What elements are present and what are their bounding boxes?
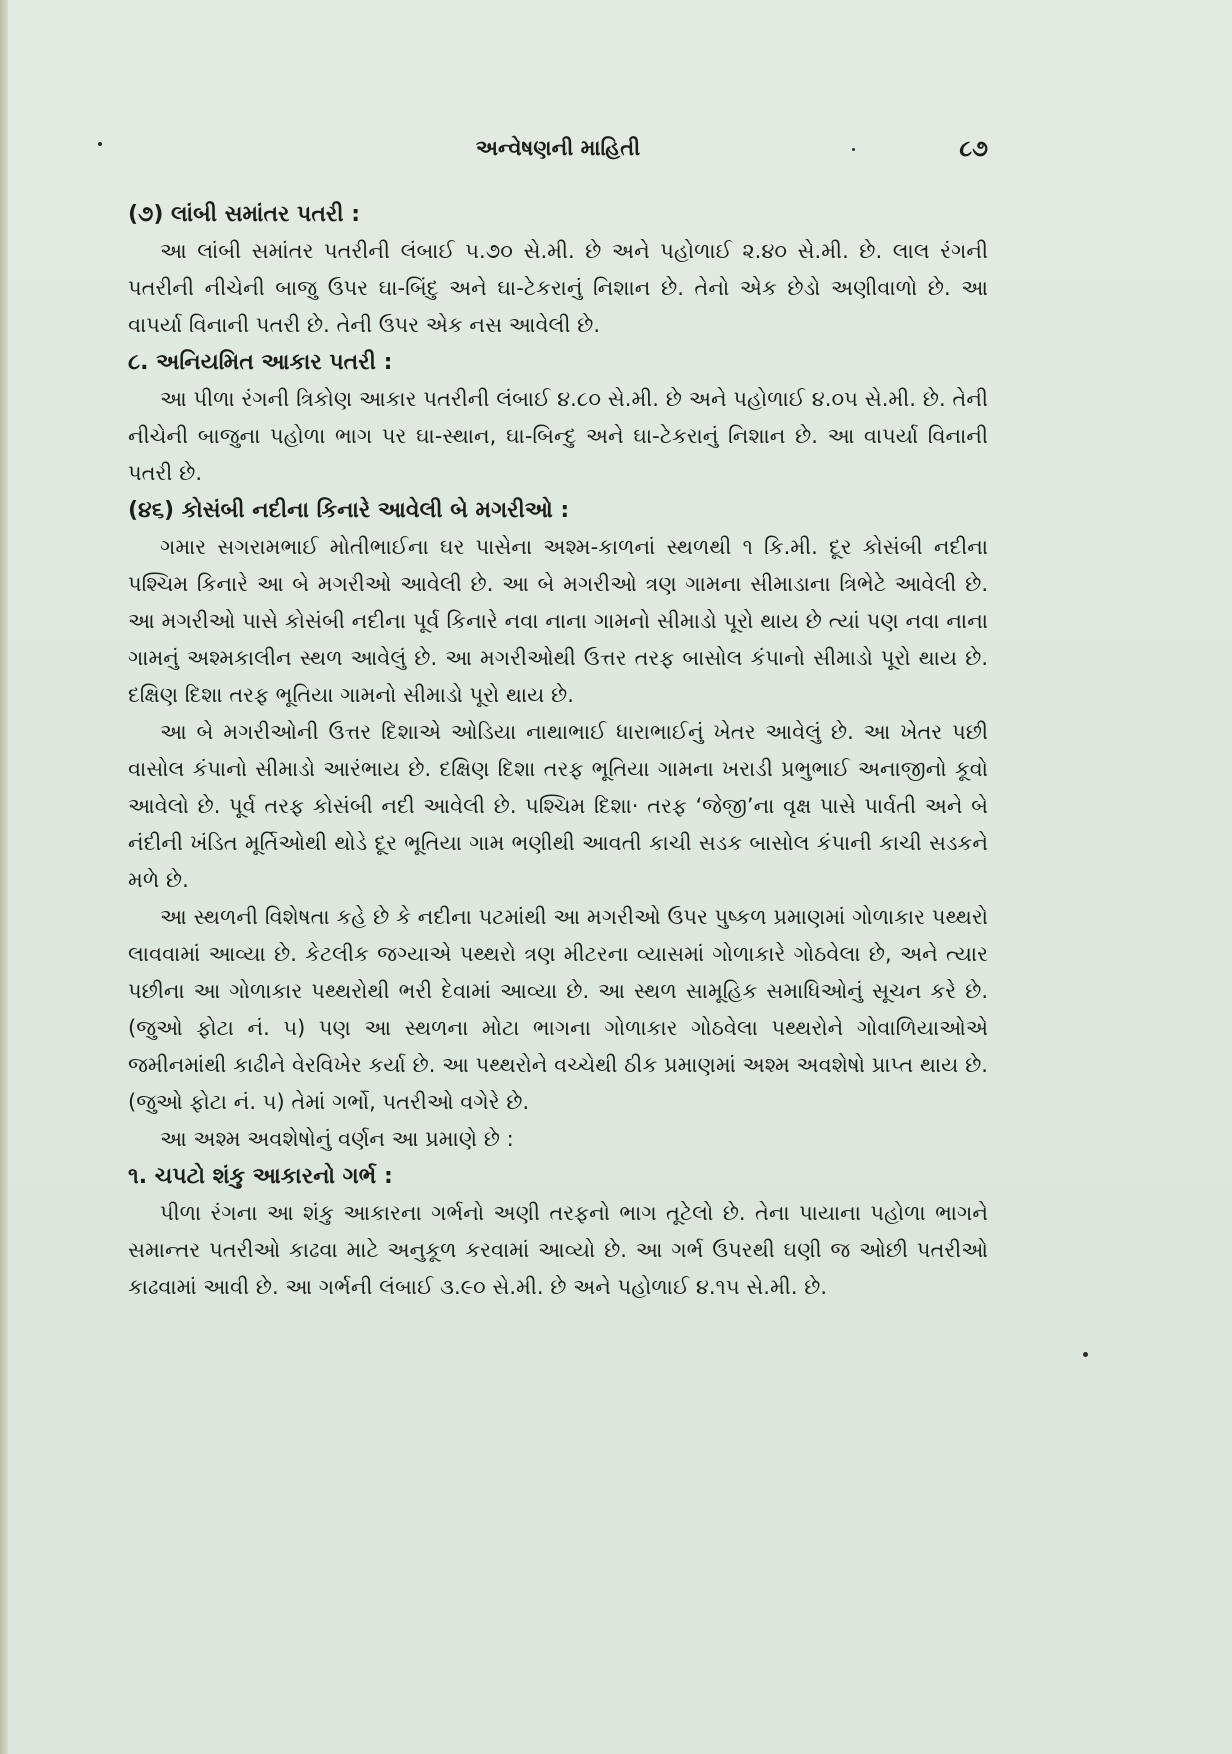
paragraph: ગમાર સગરામભાઈ મોતીભાઈના ઘર પાસેના અશ્મ-કાળનાં સ્થળથી ૧ કિ.મી. દૂર કોસંબી નદીના પશ્ચિમ કિનારે આ બે મગરીઓ આવેલી છે. આ બે મગરીઓ ત્રણ ગામના સીમાડાના ત્રિભેટે આવેલી છે. આ મગરીઓ પાસે કોસંબી નદીના પૂર્વ કિનારે નવા નાના ગામનો સીમાડો પૂરો થાય છે ત્યાં પણ નવા નાના ગામનું અશ્મકાલીન સ્થળ આવેલું છે. આ મગરીઓથી ઉત્તર તરફ બાસોલ કંપાનો સીમાડો પૂરો થાય છે. દક્ષિણ દિશા તરફ ભૂતિયા ગામનો સીમાડો પૂરો થાય છે. <box>128 535 988 707</box>
paragraph: આ પીળા રંગની ત્રિકોણ આકાર પતરીની લંબાઈ ૪.૮૦ સે.મી. છે અને પહોળાઈ ૪.૦૫ સે.મી. છે. તેની નીચેની બાજુના પહોળા ભાગ પર ઘા-સ્થાન, ઘા-બિન્દુ અને ઘા-ટેકરાનું નિશાન છે. આ વાપર્યા વિનાની પતરી છે. <box>128 387 988 485</box>
page-edge <box>0 0 8 1754</box>
ink-speck <box>852 148 855 151</box>
running-header <box>128 136 988 170</box>
section-heading: (૪૬) કોસંબી નદીના કિનારે આવેલી બે મગરીઓ : <box>128 498 570 523</box>
paragraph: આ સ્થળની વિશેષતા કહે છે કે નદીના પટમાંથી આ મગરીઓ ઉપર પુષ્કળ પ્રમાણમાં ગોળાકાર પથ્થરો લાવવામાં આવ્યા છે. કેટલીક જગ્યાએ પથ્થરો ત્રણ મીટરના વ્યાસમાં ગોળાકારે ગોઠવેલા છે, અને ત્યાર પછીના આ ગોળાકાર પથ્થરોથી ભરી દેવામાં આવ્યા છે. આ સ્થળ સામૂહિક સમાધિઓનું સૂચન કરે છે. (જુઓ ફોટા નં. ૫) પણ આ સ્થળના મોટા ભાગના ગોળાકાર ગોઠવેલા પથ્થરોને ગોવાળિયાઓએ જમીનમાંથી કાઢીને વેરવિખેર કર્યા છે. આ પથ્થરોને વચ્ચેથી ઠીક પ્રમાણમાં અશ્મ અવશેષો પ્રાપ્ત થાય છે. (જુઓ ફોટા નં. ૫) તેમાં ગર્ભો, પતરીઓ વગેરે છે. <box>128 905 988 1114</box>
section-heading: ૮. અનિયમિત આકાર પતરી : <box>128 350 393 375</box>
paragraph: આ લાંબી સમાંતર પતરીની લંબાઈ ૫.૭૦ સે.મી. છે અને પહોળાઈ ૨.૪૦ સે.મી. છે. લાલ રંગની પતરીની નીચેની બાજુ ઉપર ઘા-બિંદુ અને ઘા-ટેકરાનું નિશાન છે. તેનો એક છેડો અણીવાળો છે. આ વાપર્યા વિનાની પતરી છે. તેની ઉપર એક નસ આવેલી છે. <box>128 239 988 337</box>
paragraph: આ અશ્મ અવશેષોનું વર્ણન આ પ્રમાણે છે : <box>160 1127 514 1151</box>
ink-speck <box>1083 1352 1088 1357</box>
running-title: અન્વેષણની માહિતી <box>475 136 641 160</box>
paragraph: પીળા રંગના આ શંકુ આકારના ગર્ભનો અણી તરફનો ભાગ તૂટેલો છે. તેના પાયાના પહોળા ભાગને સમાન્તર પતરીઓ કાઢવા માટે અનુકૂળ કરવામાં આવ્યો છે. આ ગર્ભ ઉપરથી ઘણી જ ઓછી પતરીઓ કાઢવામાં આવી છે. આ ગર્ભની લંબાઈ ૩.૯૦ સે.મી. છે અને પહોળાઈ ૪.૧૫ સે.મી. છે. <box>128 1201 988 1299</box>
page-body <box>128 196 988 1306</box>
section-heading: ૧. ચપટો શંકુ આકારનો ગર્ભ : <box>128 1164 393 1189</box>
paragraph: આ બે મગરીઓની ઉત્તર દિશાએ ઓડિયા નાથાભાઈ ધારાભાઈનું ખેતર આવેલું છે. આ ખેતર પછી વાસોલ કંપાનો સીમાડો આરંભાય છે. દક્ષિણ દિશા તરફ ભૂતિયા ગામના ખરાડી પ્રભુભાઈ અનાજીનો કૂવો આવેલો છે. પૂર્વ તરફ કોસંબી નદી આવેલી છે. પશ્ચિમ દિશા· તરફ ‘જેજી’ના વૃક્ષ પાસે પાર્વતી અને બે નંદીની ખંડિત મૂર્તિઓથી થોડે દૂર ભૂતિયા ગામ ભણીથી આવતી કાચી સડક બાસોલ કંપાની કાચી સડકને મળે છે. <box>128 720 988 892</box>
ink-speck <box>98 142 102 146</box>
page-number: ૮૭ <box>959 136 988 162</box>
section-heading: (૭) લાંબી સમાંતર પતરી : <box>128 202 361 227</box>
